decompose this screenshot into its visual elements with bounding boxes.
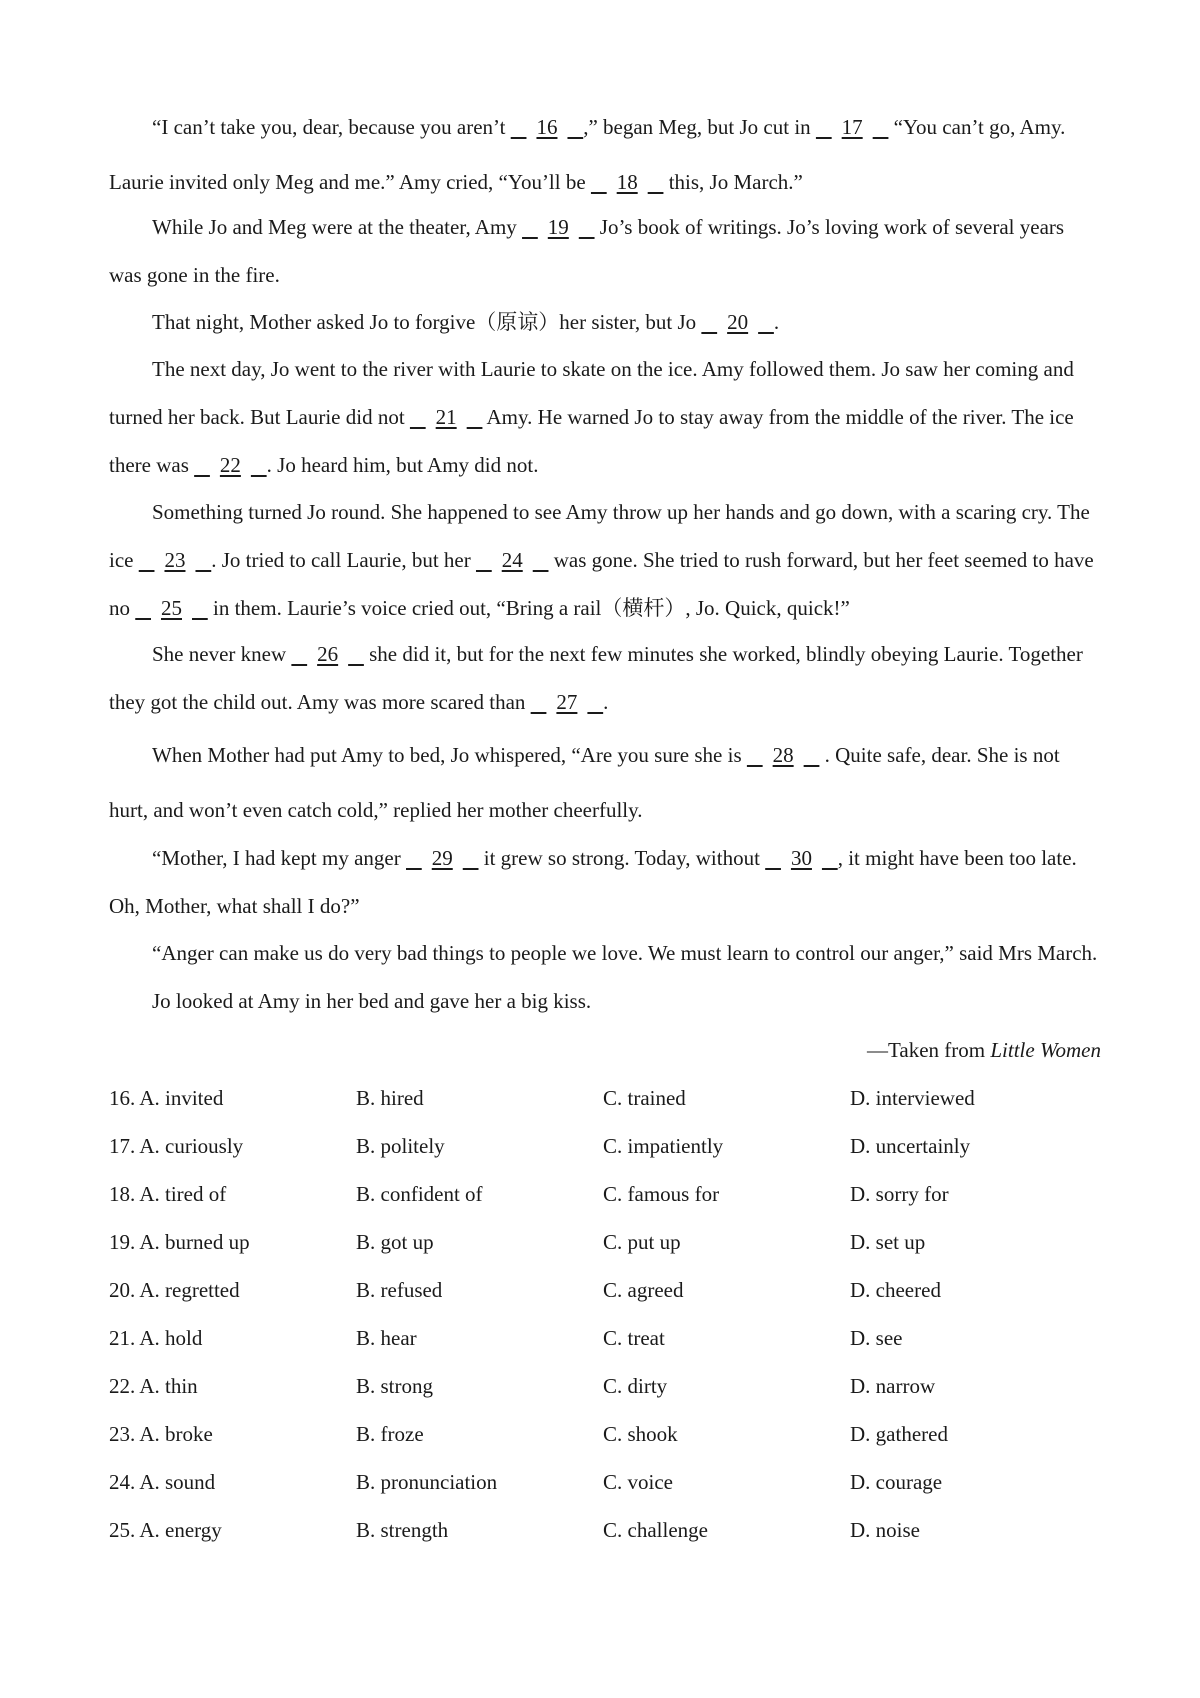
option-c[interactable]: C. shook <box>603 1422 678 1446</box>
option-a[interactable]: 20. A. regretted <box>109 1278 240 1302</box>
option-c[interactable]: C. voice <box>603 1470 673 1494</box>
question-row <box>109 1170 1101 1218</box>
option-a[interactable]: 16. A. invited <box>109 1086 224 1110</box>
blank-30: 30 <box>790 846 812 870</box>
question-row <box>109 1506 1101 1554</box>
option-a[interactable]: 18. A. tired of <box>109 1182 227 1206</box>
option-c[interactable]: C. trained <box>603 1086 686 1110</box>
option-b[interactable]: B. froze <box>356 1422 424 1446</box>
option-b[interactable]: B. pronunciation <box>356 1470 498 1494</box>
blank-16: 16 <box>536 115 558 139</box>
option-a[interactable]: 25. A. energy <box>109 1518 222 1542</box>
blank-29: 29 <box>431 846 453 870</box>
question-row <box>109 1458 1101 1506</box>
option-c[interactable]: C. put up <box>603 1230 681 1254</box>
option-b[interactable]: B. strength <box>356 1518 449 1542</box>
blank-28: 28 <box>772 743 794 767</box>
source-title: Little Women <box>990 1038 1101 1062</box>
option-d[interactable]: D. narrow <box>850 1374 936 1398</box>
blank-23: 23 <box>164 548 186 572</box>
question-row <box>109 1314 1101 1362</box>
option-c[interactable]: C. agreed <box>603 1278 684 1302</box>
option-d[interactable]: D. see <box>850 1326 903 1350</box>
blank-19: 19 <box>547 215 569 239</box>
paragraph-4: The next day, Jo went to the river with Laurie to skate on the ice. Amy followed them. Jo saw her coming and turned her back. But Laurie did not 21 Amy. He warned Jo to stay away from the middle of the river. The ice there was 22 . Jo heard him, but Amy did not. <box>109 345 1101 489</box>
question-row <box>109 1218 1101 1266</box>
paragraph-8: “Mother, I had kept my anger 29 it grew so strong. Today, without 30 , it might have been too late. Oh, Mother, what shall I do?” <box>109 834 1101 930</box>
question-row <box>109 1410 1101 1458</box>
option-a[interactable]: 23. A. broke <box>109 1422 213 1446</box>
option-b[interactable]: B. hear <box>356 1326 417 1350</box>
option-a[interactable]: 21. A. hold <box>109 1326 203 1350</box>
option-b[interactable]: B. refused <box>356 1278 443 1302</box>
option-b[interactable]: B. got up <box>356 1230 434 1254</box>
option-b[interactable]: B. strong <box>356 1374 434 1398</box>
paragraph-10: Jo looked at Amy in her bed and gave her a big kiss. <box>152 989 592 1013</box>
option-b[interactable]: B. confident of <box>356 1182 483 1206</box>
blank-22: 22 <box>219 453 241 477</box>
option-a[interactable]: 19. A. burned up <box>109 1230 250 1254</box>
option-c[interactable]: C. treat <box>603 1326 665 1350</box>
paragraph-2: While Jo and Meg were at the theater, Amy 19 Jo’s book of writings. Jo’s loving work of several years was gone in the fire. <box>109 203 1101 299</box>
option-c[interactable]: C. challenge <box>603 1518 708 1542</box>
blank-24: 24 <box>501 548 523 572</box>
option-d[interactable]: D. cheered <box>850 1278 941 1302</box>
option-d[interactable]: D. set up <box>850 1230 926 1254</box>
option-d[interactable]: D. uncertainly <box>850 1134 971 1158</box>
paragraph-6: She never knew 26 she did it, but for the next few minutes she worked, blindly obeying Laurie. Together they got the child out. Amy was more scared than 27 . <box>109 630 1101 726</box>
option-a[interactable]: 22. A. thin <box>109 1374 198 1398</box>
blank-20: 20 <box>727 310 749 334</box>
option-b[interactable]: B. hired <box>356 1086 424 1110</box>
paragraph-9: “Anger can make us do very bad things to people we love. We must learn to control our anger,” said Mrs March. <box>152 941 1098 965</box>
source-attribution: —Taken from Little Women <box>867 1038 1101 1062</box>
question-row <box>109 1122 1101 1170</box>
paragraph-1: “I can’t take you, dear, because you aren’t 16 ,” began Meg, but Jo cut in 17 “You can’t go, Amy. Laurie invited only Meg and me.” Amy cried, “You’ll be 18 this, Jo March.” <box>109 100 1101 210</box>
blank-27: 27 <box>556 690 578 714</box>
paragraph-3: That night, Mother asked Jo to forgive（原谅）her sister, but Jo 20 . <box>109 298 1101 346</box>
option-d[interactable]: D. courage <box>850 1470 943 1494</box>
blank-18: 18 <box>616 170 638 194</box>
question-row <box>109 1362 1101 1410</box>
question-row <box>109 1266 1101 1314</box>
option-d[interactable]: D. gathered <box>850 1422 948 1446</box>
paragraph-7: When Mother had put Amy to bed, Jo whispered, “Are you sure she is 28 . Quite safe, dear. She is not hurt, and won’t even catch cold,” replied her mother cheerfully. <box>109 728 1101 838</box>
paragraph-5: Something turned Jo round. She happened to see Amy throw up her hands and go down, with a scaring cry. The ice 23 . Jo tried to call Laurie, but her 24 was gone. She tried to rush forward, but her feet seemed to have no 25 in them. Laurie’s voice cried out, “Bring a rail（横杆）, Jo. Quick, quick!” <box>109 488 1101 632</box>
blank-26: 26 <box>317 642 339 666</box>
option-d[interactable]: D. interviewed <box>850 1086 975 1110</box>
option-a[interactable]: 24. A. sound <box>109 1470 216 1494</box>
blank-21: 21 <box>435 405 457 429</box>
option-c[interactable]: C. famous for <box>603 1182 720 1206</box>
option-d[interactable]: D. sorry for <box>850 1182 949 1206</box>
blank-25: 25 <box>161 596 182 620</box>
option-c[interactable]: C. dirty <box>603 1374 668 1398</box>
option-a[interactable]: 17. A. curiously <box>109 1134 244 1158</box>
option-b[interactable]: B. politely <box>356 1134 445 1158</box>
option-c[interactable]: C. impatiently <box>603 1134 724 1158</box>
option-d[interactable]: D. noise <box>850 1518 920 1542</box>
blank-17: 17 <box>841 115 863 139</box>
question-row <box>109 1074 1101 1122</box>
